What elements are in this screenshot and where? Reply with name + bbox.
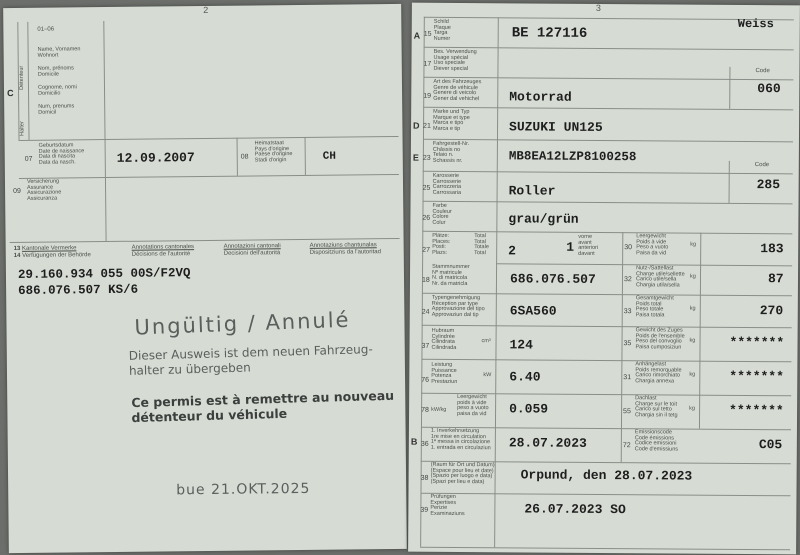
inspection-labels: Prüfungen Expertises Perizie Examinaziuns <box>430 493 465 517</box>
page-number: 2 <box>203 4 209 16</box>
vehicle-type-code: 060 <box>757 81 781 97</box>
weight-labels: Gewicht des Zuges Poids de l'ensemble Peso del convoglio Paisa cumposiziun <box>635 327 685 351</box>
row-23-labels: Fahrgestell-Nr. Châssis no Telaio n. Schassis nr. <box>432 140 470 164</box>
row-divider <box>423 107 793 111</box>
weight-value: ******* <box>729 368 784 385</box>
row-divider <box>19 136 399 141</box>
field-09-labels: Versicherung Assurance Assicurazione Assicuranza <box>26 178 62 202</box>
row-21-labels: Marke und Typ Marque et type Marca e tipo Marca e tip <box>433 108 470 132</box>
field-01-06: 01–06 <box>37 26 55 33</box>
power-weight-value: 0.059 <box>509 401 549 417</box>
weight-value: 87 <box>767 271 784 287</box>
row-labels: Typengenehmigung Réception par type Approvazione del tipo Approvaziun dal tip <box>431 294 485 318</box>
stamp-de-line-2: halter zu übergeben <box>128 360 251 378</box>
row-26-labels: Farbe Couleur Colore Colur <box>432 202 452 226</box>
code-label: Code <box>755 68 770 75</box>
row-15-labels: Schild Plaque Targa Numer <box>433 18 451 42</box>
row-number: 78 <box>421 406 429 414</box>
first-registration-value: 28.07.2023 <box>508 435 587 451</box>
row-19-labels: Art des Fahrzeuges Genre de véhicule Genere di veicolo Gener dal vehichel <box>433 78 482 102</box>
letter-e: E <box>412 152 419 163</box>
row-27-number: 27 <box>422 246 431 254</box>
row-divider <box>421 359 791 363</box>
chassis-number-value: MB8EA12LZP8100258 <box>508 149 637 165</box>
emission-code-labels: Emissionscode Code émissions Codice emissioni Code d'emissiuns <box>634 429 679 453</box>
row-divider <box>19 174 399 179</box>
row-number: 76 <box>421 376 430 384</box>
weight-unit: kg <box>689 337 696 344</box>
field-13-14-labels: 13 Kantonale Vermerke 14 Verfügungen der Behörde <box>13 245 91 259</box>
weight-labels: Gesamtgewicht Poids total Peso totale Paisa totala <box>635 295 674 318</box>
row-divider <box>423 201 793 205</box>
row-36-number: 36 <box>420 440 429 448</box>
annotation-col-it: Annotazioni cantonali Decisioni dell'autorità <box>223 243 281 257</box>
unit-label: cm³ <box>481 338 491 345</box>
row-number: 18 <box>421 276 430 284</box>
weight-unit: kg <box>689 405 695 412</box>
row-number: 24 <box>421 308 430 316</box>
plate-color: Weiss <box>737 16 774 32</box>
annotation-col-fr: Annotations cantonales Décisions de l'autorité <box>131 244 195 258</box>
divider <box>699 233 701 429</box>
page-number: 3 <box>595 2 601 13</box>
stamp-fr-line-2: détenteur du véhicule <box>131 405 288 426</box>
divider <box>237 138 238 176</box>
divider <box>103 21 105 139</box>
vehicle-type-value: Motorrad <box>509 89 572 105</box>
unit-label: kW <box>483 372 492 379</box>
section-letter-c: C <box>6 87 14 99</box>
weight-value: ******* <box>729 402 784 419</box>
row-21-number: 21 <box>423 122 431 130</box>
make-model-value: SUZUKI UN125 <box>509 119 603 135</box>
row-divider <box>423 171 793 175</box>
divider <box>729 67 730 109</box>
divider <box>105 139 106 177</box>
weight-number: 32 <box>623 276 632 284</box>
row-25-labels: Karosserie Carrosserie Carrozzeria Carrossaria <box>432 172 462 196</box>
inspection-value: 26.07.2023 SO <box>524 501 626 518</box>
weight-number: 33 <box>623 308 632 316</box>
field-07-number: 07 <box>24 155 33 163</box>
divider <box>27 22 29 140</box>
unit-label: kW/kg <box>431 406 447 413</box>
row-divider <box>420 547 790 551</box>
annotation-col-rm: Annotaziuns chantunalas Dispositziuns da l'autoritad <box>309 242 381 256</box>
stamp-de-line-1: Dieser Ausweis ist dem neuen Fahrzeug- <box>128 342 373 363</box>
annotation-line-1: 29.160.934 055 00S/F2VQ <box>17 266 191 282</box>
first-reg-labels: 1. Inverkehrsetzung 1re mise en circulation 1ª messa in circolazione 1. entrada en circulaziun <box>430 427 491 451</box>
weight-unit: kg <box>690 241 697 248</box>
weight-unit: kg <box>689 273 696 280</box>
weight-unit: kg <box>689 305 696 312</box>
row-divider <box>420 493 790 497</box>
divider <box>621 232 623 428</box>
row-23-number: 23 <box>422 154 431 162</box>
seats-front-labels: vorne avant anteriori davant <box>578 233 599 257</box>
plate-value: BE 127116 <box>511 25 588 42</box>
stamp-fr-line-1: Ce permis est à remettre au nouveau <box>131 387 395 411</box>
row-17-labels: Bes. Verwendung Usage spécial Uso speciale Diever special <box>433 48 477 72</box>
row-17-number: 17 <box>423 60 432 68</box>
owner-role-fr: Détenteur <box>18 65 26 90</box>
divider <box>621 428 622 462</box>
weight-labels: Anhängelast Poids remorquable Carico rimorchiato Chargia annexa <box>635 361 682 384</box>
row-38-number: 38 <box>420 474 429 482</box>
letter-b: B <box>410 436 418 447</box>
field-07-labels: Geburtsdatum Date de naissance Data di nascita Data da nasch. <box>38 142 85 166</box>
row-26-number: 26 <box>422 214 431 222</box>
emission-code-value: C05 <box>758 437 783 453</box>
owner-role-de: Halter <box>19 121 26 136</box>
row-15-number: 15 <box>423 30 432 38</box>
color-value: grau/grün <box>508 211 579 227</box>
weight-labels: Leergewicht Poids à vide Peso a vuoto Paisa da vid <box>636 233 669 256</box>
seats-total-labels: Total Total Totale Total <box>474 233 489 256</box>
matricule-value: 686.076.507 <box>509 271 596 287</box>
divider <box>105 177 107 241</box>
field-08-number: 08 <box>240 153 249 161</box>
right-page <box>408 3 800 555</box>
row-divider <box>424 47 794 51</box>
row-labels: Stammnummer Nº matricule N. di matricola Nr. da matricla <box>431 263 470 287</box>
annotation-line-2: 686.076.507 KS/6 <box>18 282 139 298</box>
row-39-number: 39 <box>420 506 429 514</box>
stamp-place-date: bue 21.OKT.2025 <box>176 480 311 499</box>
letter-d: D <box>413 120 420 131</box>
weight-number: 55 <box>623 408 631 416</box>
field-08-labels: Heimatstaat Pays d'origine Paese d'origine Stadi d'origin <box>254 140 293 163</box>
type-approval-value: 6SA560 <box>509 303 557 319</box>
body-type-value: Roller <box>508 183 556 199</box>
row-19-number: 19 <box>423 92 432 100</box>
weight-unit: kg <box>689 371 696 378</box>
weight-value: 270 <box>759 303 784 319</box>
row-divider <box>422 325 792 329</box>
weight-number: 35 <box>623 340 632 348</box>
origin-country-value: CH <box>322 150 336 163</box>
stamp-invalid-title: Ungültig / Annulé <box>134 307 351 340</box>
row-25-number: 25 <box>422 184 431 192</box>
place-date-value: Orpund, den 28.07.2023 <box>520 467 693 484</box>
row-number: 37 <box>421 342 430 350</box>
row-labels: Leergewicht poids à vide peso a vuoto paisa da vid <box>457 393 489 417</box>
place-date-labels: (Raum für Ort und Datum) (Espace pour lieu et date) (Spazio per luogo e data) (Spazi per lieu e data) <box>430 461 495 485</box>
code-label: Code <box>754 162 770 169</box>
divider <box>305 137 306 175</box>
displacement-value: 124 <box>509 337 533 353</box>
body-type-code: 285 <box>756 177 781 193</box>
weight-value: 183 <box>760 241 784 257</box>
seats-front-value: 1 <box>566 239 575 255</box>
seats-total-value: 2 <box>508 243 517 259</box>
weight-value: ******* <box>729 334 785 351</box>
frame-line <box>494 17 499 547</box>
letter-a: A <box>413 30 421 41</box>
left-page <box>3 4 407 553</box>
row-divider <box>423 139 793 143</box>
birth-date-value: 12.09.2007 <box>116 150 195 166</box>
weight-labels: Dachlast Charge sur le toit Carico sul tetto Chargia sin il tetg <box>635 395 678 419</box>
divider <box>729 161 730 203</box>
power-value: 6.40 <box>509 369 541 385</box>
weight-number: 30 <box>624 244 633 252</box>
field-09-number: 09 <box>13 187 21 196</box>
seats-labels: Plätze: Places: Posti: Plazs: <box>432 232 451 256</box>
owner-name-labels: Name, Vornamen Wohnort Nom, prénoms Domicile Cognome, nomi Domicilio Num, prenums Domicil <box>37 46 81 116</box>
row-72-number: 72 <box>622 442 631 450</box>
weight-number: 31 <box>623 374 632 382</box>
row-labels: Hubraum Cylindrée Cilindrata Cilindrada <box>431 327 457 351</box>
row-labels: Leistung Puissance Potenza Prestaziun <box>431 361 458 385</box>
weight-labels: Nutz-/Sattellast Charge utile/sellette Carico utile/sella Chargia utila/sella <box>635 265 685 289</box>
